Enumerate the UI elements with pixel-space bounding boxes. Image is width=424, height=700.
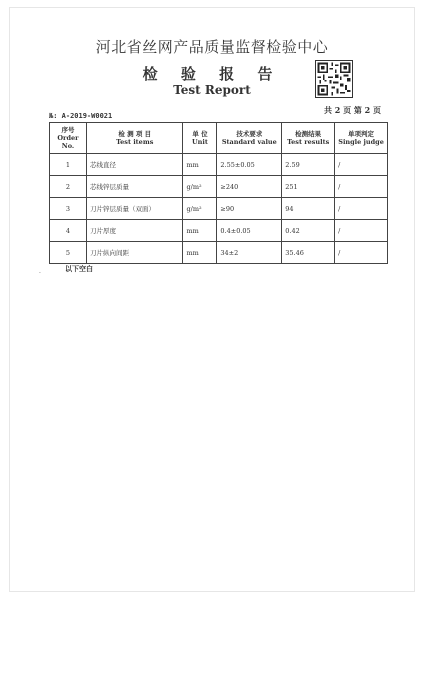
cell-unit: mm bbox=[183, 154, 217, 176]
cell-result: 0.42 bbox=[282, 220, 335, 242]
cell-item: 芯线锌层质量 bbox=[86, 176, 183, 198]
cell-unit: g/m² bbox=[183, 176, 217, 198]
margin-mark: · bbox=[39, 270, 41, 277]
report-number: №: A-2019-W0021 bbox=[49, 112, 113, 120]
table-row bbox=[50, 220, 388, 242]
cell-order: 2 bbox=[50, 176, 87, 198]
header-unit: 单 位 Unit bbox=[183, 123, 217, 154]
cell-order: 5 bbox=[50, 242, 87, 264]
blank-below-note: 以下空白 bbox=[65, 264, 93, 273]
cell-standard: 34±2 bbox=[217, 242, 282, 264]
cell-item: 刀片纵向间距 bbox=[86, 242, 183, 264]
cell-judge: / bbox=[335, 198, 388, 220]
cell-judge: / bbox=[335, 242, 388, 264]
report-title-chinese: 检 验 报 告 bbox=[142, 65, 282, 83]
cell-item: 刀片锌层质量（双面） bbox=[86, 198, 183, 220]
organization-title: 河北省丝网产品质量监督检验中心 bbox=[95, 38, 329, 56]
cell-item: 刀片厚度 bbox=[86, 220, 183, 242]
table-row bbox=[50, 154, 388, 176]
cell-judge: / bbox=[335, 154, 388, 176]
test-results-table bbox=[49, 122, 388, 264]
table-row bbox=[50, 242, 388, 264]
cell-result: 94 bbox=[282, 198, 335, 220]
cell-standard: ≥90 bbox=[217, 198, 282, 220]
cell-unit: mm bbox=[183, 220, 217, 242]
cell-standard: 0.4±0.05 bbox=[217, 220, 282, 242]
cell-result: 2.59 bbox=[282, 154, 335, 176]
cell-result: 35.46 bbox=[282, 242, 335, 264]
header-test-results: 检测结果 Test results bbox=[282, 123, 335, 154]
header-single-judge: 单项判定 Single judge bbox=[335, 123, 388, 154]
table-row bbox=[50, 176, 388, 198]
header-order-no: 序号 Order No. bbox=[50, 123, 87, 154]
cell-item: 芯线直径 bbox=[86, 154, 183, 176]
table-header-row bbox=[50, 123, 388, 154]
header-standard-value: 技术要求 Standard value bbox=[217, 123, 282, 154]
cell-judge: / bbox=[335, 220, 388, 242]
cell-order: 3 bbox=[50, 198, 87, 220]
cell-order: 4 bbox=[50, 220, 87, 242]
qr-code-icon bbox=[315, 60, 353, 98]
cell-order: 1 bbox=[50, 154, 87, 176]
cell-unit: g/m² bbox=[183, 198, 217, 220]
cell-judge: / bbox=[335, 176, 388, 198]
cell-unit: mm bbox=[183, 242, 217, 264]
header-test-items: 检 测 项 目 Test items bbox=[86, 123, 183, 154]
cell-standard: 2.55±0.05 bbox=[217, 154, 282, 176]
page-indicator: 共 2 页 第 2 页 bbox=[323, 105, 381, 115]
cell-standard: ≥240 bbox=[217, 176, 282, 198]
report-page bbox=[10, 8, 414, 591]
report-title-english: Test Report bbox=[173, 83, 251, 97]
table-row bbox=[50, 198, 388, 220]
cell-result: 251 bbox=[282, 176, 335, 198]
